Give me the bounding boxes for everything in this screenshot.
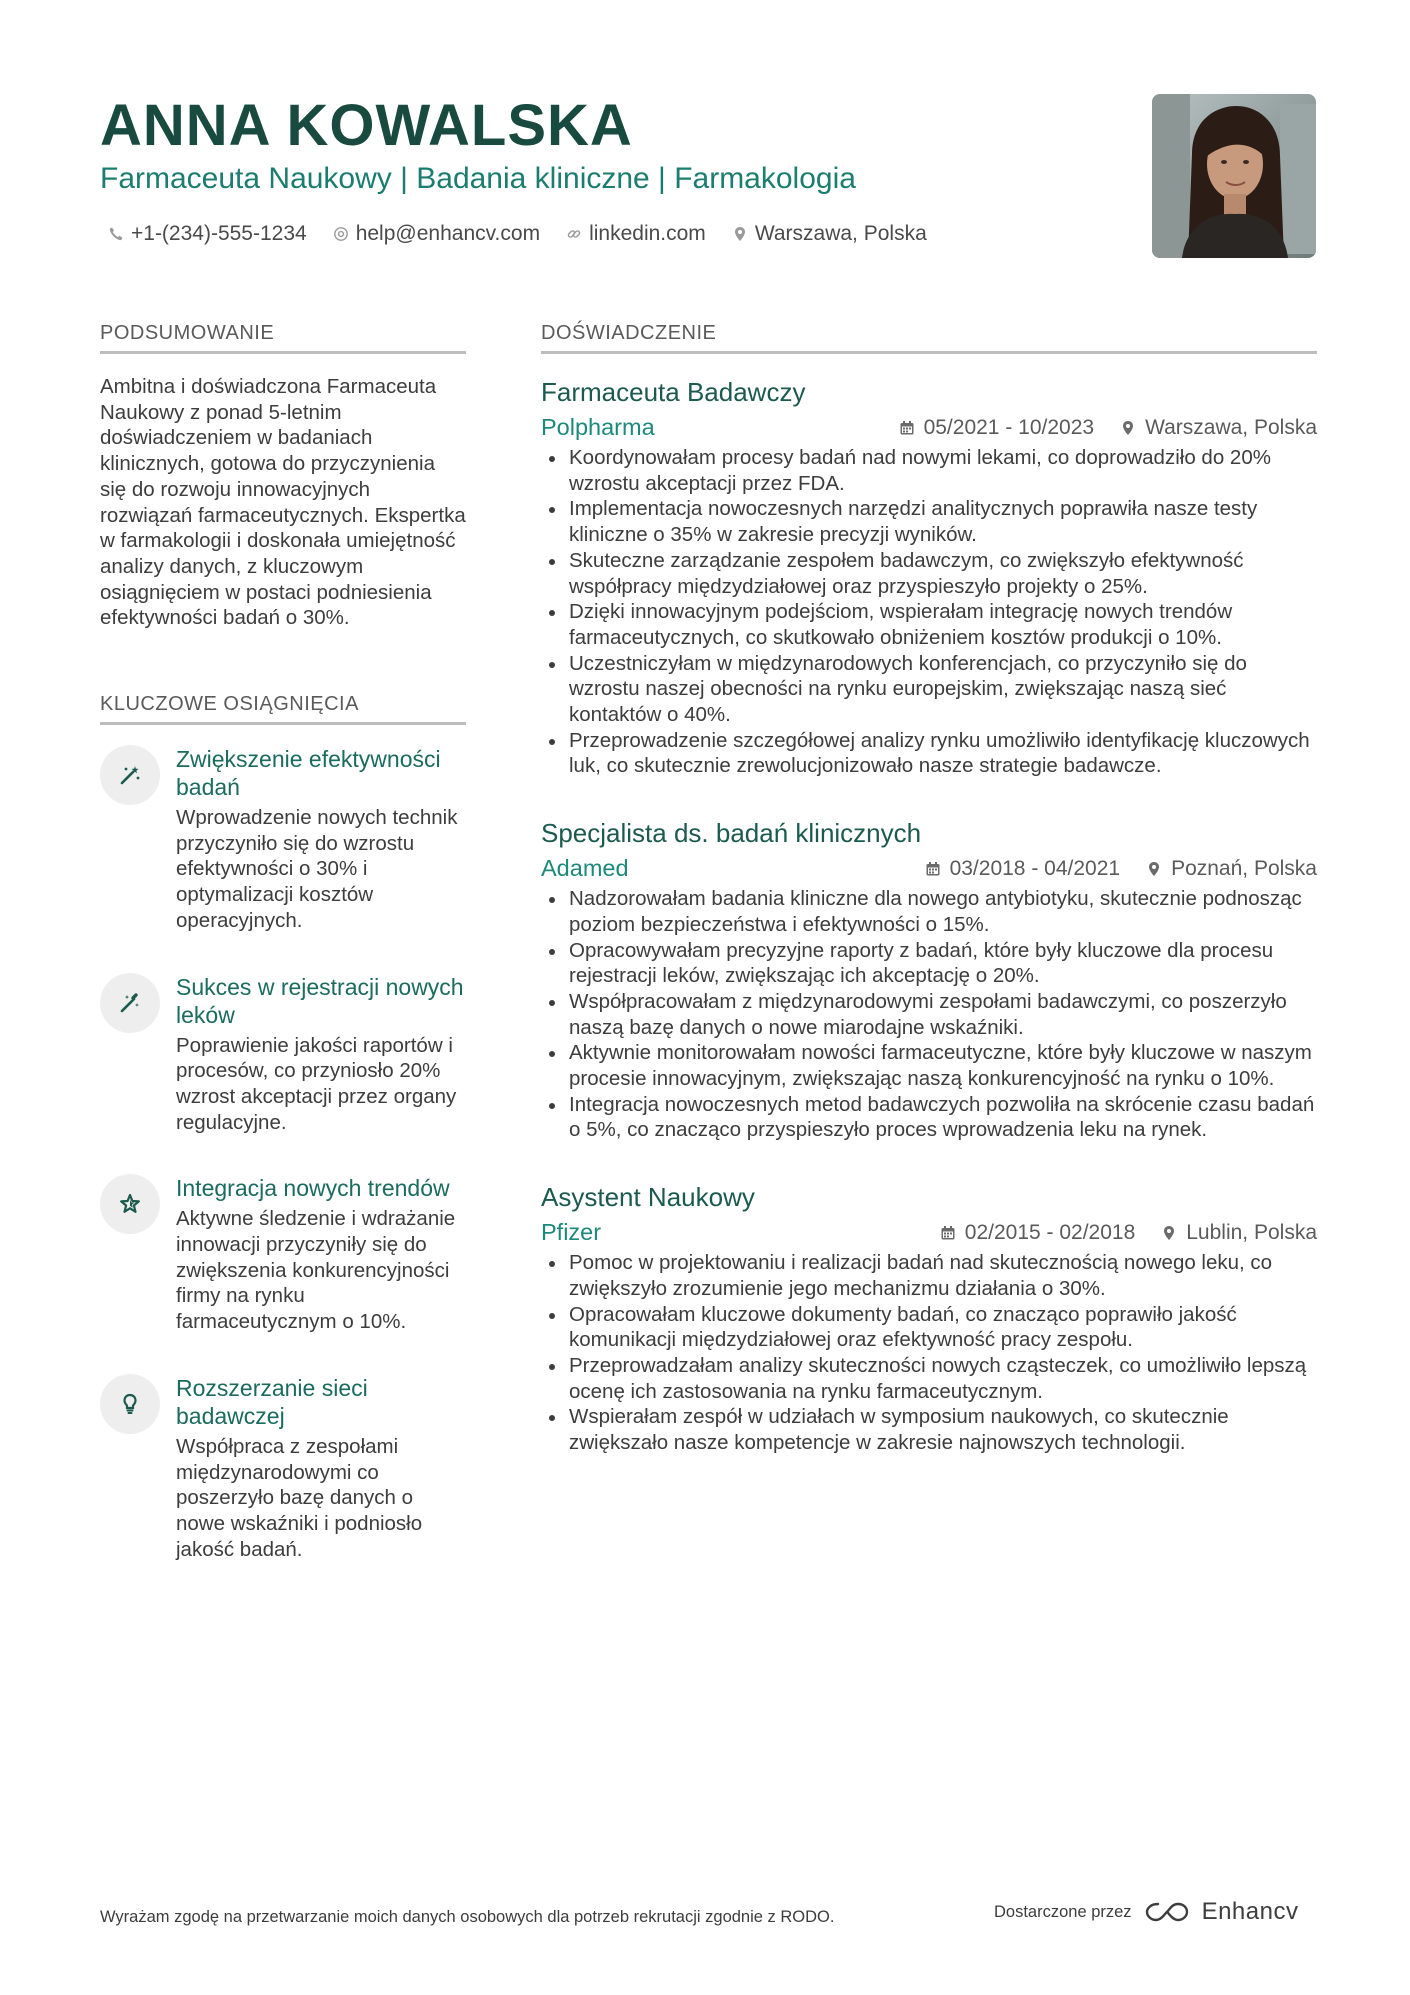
- job-bullet: Pomoc w projektowaniu i realizacji badań nad skutecznością nowego leku, co zwiększyło zrozumienie jego mechanizmu działania o 30%.: [541, 1250, 1317, 1301]
- achievement-description: Aktywne śledzenie i wdrażanie innowacji przyczyniły się do zwiększenia konkurencyjności firmy na rynku farmaceutycznym o 10%.: [176, 1207, 456, 1334]
- star-icon: [118, 1192, 142, 1216]
- consent-note: Wyrażam zgodę na przetwarzanie moich danych osobowych dla potrzeb rekrutacji zgodnie z RODO.: [100, 1908, 835, 1926]
- job-title: Asystent Naukowy: [541, 1182, 755, 1213]
- job-bullet: Implementacja nowoczesnych narzędzi analitycznych poprawiła nasze testy kliniczne o 35% w zakresie precyzji wyników.: [541, 496, 1317, 547]
- job-company: Polpharma: [541, 414, 655, 440]
- job-company: Pfizer: [541, 1219, 602, 1246]
- job-bullets: [541, 445, 1317, 779]
- contact-email[interactable]: [333, 222, 540, 246]
- achievement-item: [100, 1374, 466, 1563]
- achievement-title: Zwiększenie efektywności badań: [176, 746, 441, 801]
- contact-email-text: help@enhancv.com: [355, 222, 541, 245]
- profile-photo: [1152, 94, 1316, 258]
- job-company: Adamed: [541, 855, 629, 882]
- achievement-description: Poprawienie jakości raportów i procesów, co przyniosło 20% wzrost akceptacji przez organy regulacyjne.: [176, 1033, 457, 1134]
- powered-by-label: Dostarczone przez: [994, 1902, 1132, 1921]
- job-entry: [541, 817, 1317, 1143]
- job-entry: [541, 1181, 1317, 1456]
- contact-location-text: Warszawa, Polska: [754, 222, 927, 245]
- left-column: [100, 322, 466, 1601]
- location-pin-icon: [1146, 861, 1162, 877]
- achievement-title: Rozszerzanie sieci badawczej: [176, 1374, 368, 1429]
- job-bullet: Uczestniczyłam w międzynarodowych konferencjach, co przyczyniło się do wzrostu naszej obecności na rynku europejskim, zwiększając naszą sieć kontaktów o 40%.: [541, 651, 1317, 728]
- contact-linkedin-text: linkedin.com: [589, 222, 706, 245]
- job-bullet: Skuteczne zarządzanie zespołem badawczym, co zwiększyło efektywność współpracy międzydziałowej oraz przyspieszyło projekty o 25%.: [541, 548, 1317, 599]
- right-column: [541, 322, 1317, 1456]
- job-bullet: Integracja nowoczesnych metod badawczych pozwoliła na skrócenie czasu badań o 5%, co znacząco przyspieszyło proces wprowadzenia leku na rynek.: [541, 1092, 1317, 1143]
- job-bullet: Przeprowadzałam analizy skuteczności nowych cząsteczek, co umożliwiło lepszą ocenę ich zastosowania na rynku farmaceutycznym.: [541, 1353, 1317, 1404]
- achievements-section-title: KLUCZOWE OSIĄGNIĘCIA: [100, 693, 466, 725]
- summary-text: Ambitna i doświadczona Farmaceuta Naukowy z ponad 5-letnim doświadczeniem w badaniach klinicznych, gotowa do przyczynienia się do rozwoju innowacyjnych rozwiązań farmaceutycznych. Ekspertka w farmakologii i doskonała umiejętność analizy danych, z kluczowym osiągnięciem w postaci podniesienia efektywności badań o 30%.: [100, 375, 466, 630]
- location-pin-icon: [1120, 420, 1136, 436]
- job-title: Specjalista ds. badań klinicznych: [541, 818, 922, 849]
- job-bullet: Nadzorowałam badania kliniczne dla nowego antybiotyku, skutecznie podnosząc poziom bezpieczeństwa i efektywności o 15%.: [541, 886, 1317, 937]
- job-dates: 02/2015 - 02/2018: [964, 1220, 1136, 1244]
- job-bullet: Dzięki innowacyjnym podejściom, wspierałam integrację nowych trendów farmaceutycznych, co skutkowało obniżeniem kosztów produkcji o 10%.: [541, 599, 1317, 650]
- candidate-headline: Farmaceuta Naukowy | Badania kliniczne | Farmakologia: [100, 162, 856, 195]
- achievement-item: [100, 745, 466, 934]
- achievement-icon-wrap: [100, 1374, 160, 1434]
- lightbulb-icon: [118, 1392, 142, 1416]
- achievements-section: [100, 693, 466, 1562]
- contact-phone[interactable]: [108, 222, 307, 246]
- calendar-icon: [925, 861, 941, 877]
- job-bullet: Koordynowałam procesy badań nad nowymi lekami, co doprowadziło do 20% wzrostu akceptacji przez FDA.: [541, 445, 1317, 496]
- phone-icon: [108, 226, 124, 242]
- job-bullet: Współpracowałam z międzynarodowymi zespołami badawczymi, co poszerzyło naszą bazę danych o nowe miarodajne wskaźniki.: [541, 989, 1317, 1040]
- job-bullets: [541, 886, 1317, 1143]
- job-dates: 05/2021 - 10/2023: [923, 415, 1095, 439]
- job-bullet: Wspierałam zespół w udziałach w symposium naukowych, co skutecznie zwiększało nasze kompetencje w zakresie najnowszych technologii.: [541, 1404, 1317, 1455]
- experience-section-title: DOŚWIADCZENIE: [541, 322, 1317, 354]
- job-bullet: Opracowałam kluczowe dokumenty badań, co znacząco poprawiło jakość komunikacji międzydziałowej oraz efektywność pracy zespołu.: [541, 1302, 1317, 1353]
- contact-location: [732, 222, 927, 246]
- job-location: Poznań, Polska: [1171, 856, 1317, 880]
- achievement-description: Wprowadzenie nowych technik przyczyniło się do wzrostu efektywności o 30% i optymalizacji kosztów operacyjnych.: [176, 806, 458, 932]
- candidate-name: ANNA KOWALSKA: [100, 93, 633, 158]
- achievement-item: [100, 973, 466, 1136]
- contact-phone-text: +1-(234)-555-1234: [131, 222, 307, 245]
- location-pin-icon: [1161, 1225, 1177, 1241]
- calendar-icon: [899, 420, 915, 436]
- achievement-icon-wrap: [100, 745, 160, 805]
- summary-section-title: PODSUMOWANIE: [100, 322, 466, 354]
- achievement-item: [100, 1174, 466, 1335]
- wand-sparkle-icon: [118, 991, 142, 1015]
- job-bullet: Aktywnie monitorowałam nowości farmaceutyczne, które były kluczowe w naszym procesie innowacyjnym, zwiększając naszą konkurencyjność na rynku o 10%.: [541, 1040, 1317, 1091]
- powered-by[interactable]: [994, 1898, 1298, 1926]
- achievement-title: Sukces w rejestracji nowych leków: [176, 973, 464, 1028]
- calendar-icon: [940, 1225, 956, 1241]
- link-icon: [566, 226, 582, 242]
- achievement-description: Współpraca z zespołami międzynarodowymi co poszerzyło bazę danych o nowe wskaźniki i podniosło jakość badań.: [176, 1434, 423, 1561]
- job-location: Lublin, Polska: [1186, 1220, 1317, 1244]
- job-location: Warszawa, Polska: [1145, 415, 1317, 439]
- achievement-icon-wrap: [100, 1174, 160, 1234]
- achievement-title: Integracja nowych trendów: [176, 1175, 450, 1202]
- contact-linkedin[interactable]: [566, 222, 706, 246]
- job-title: Farmaceuta Badawczy: [541, 377, 806, 407]
- job-dates: 03/2018 - 04/2021: [949, 856, 1121, 880]
- job-entry: [541, 376, 1317, 779]
- enhancv-logo-icon: [1144, 1900, 1190, 1924]
- at-icon: [333, 226, 349, 242]
- achievement-icon-wrap: [100, 973, 160, 1033]
- job-bullets: [541, 1250, 1317, 1456]
- contact-bar: [108, 222, 927, 246]
- brand-name: Enhancv: [1201, 1898, 1299, 1925]
- magic-wand-icon: [118, 763, 142, 787]
- job-bullet: Przeprowadzenie szczegółowej analizy rynku umożliwiło identyfikację kluczowych luk, co skutecznie zrewolucjonizowało nasze strategie badawcze.: [541, 728, 1317, 779]
- location-pin-icon: [732, 226, 748, 242]
- job-bullet: Opracowywałam precyzyjne raporty z badań, które były kluczowe dla procesu rejestracji leków, zwiększając ich akceptację o 20%.: [541, 938, 1317, 989]
